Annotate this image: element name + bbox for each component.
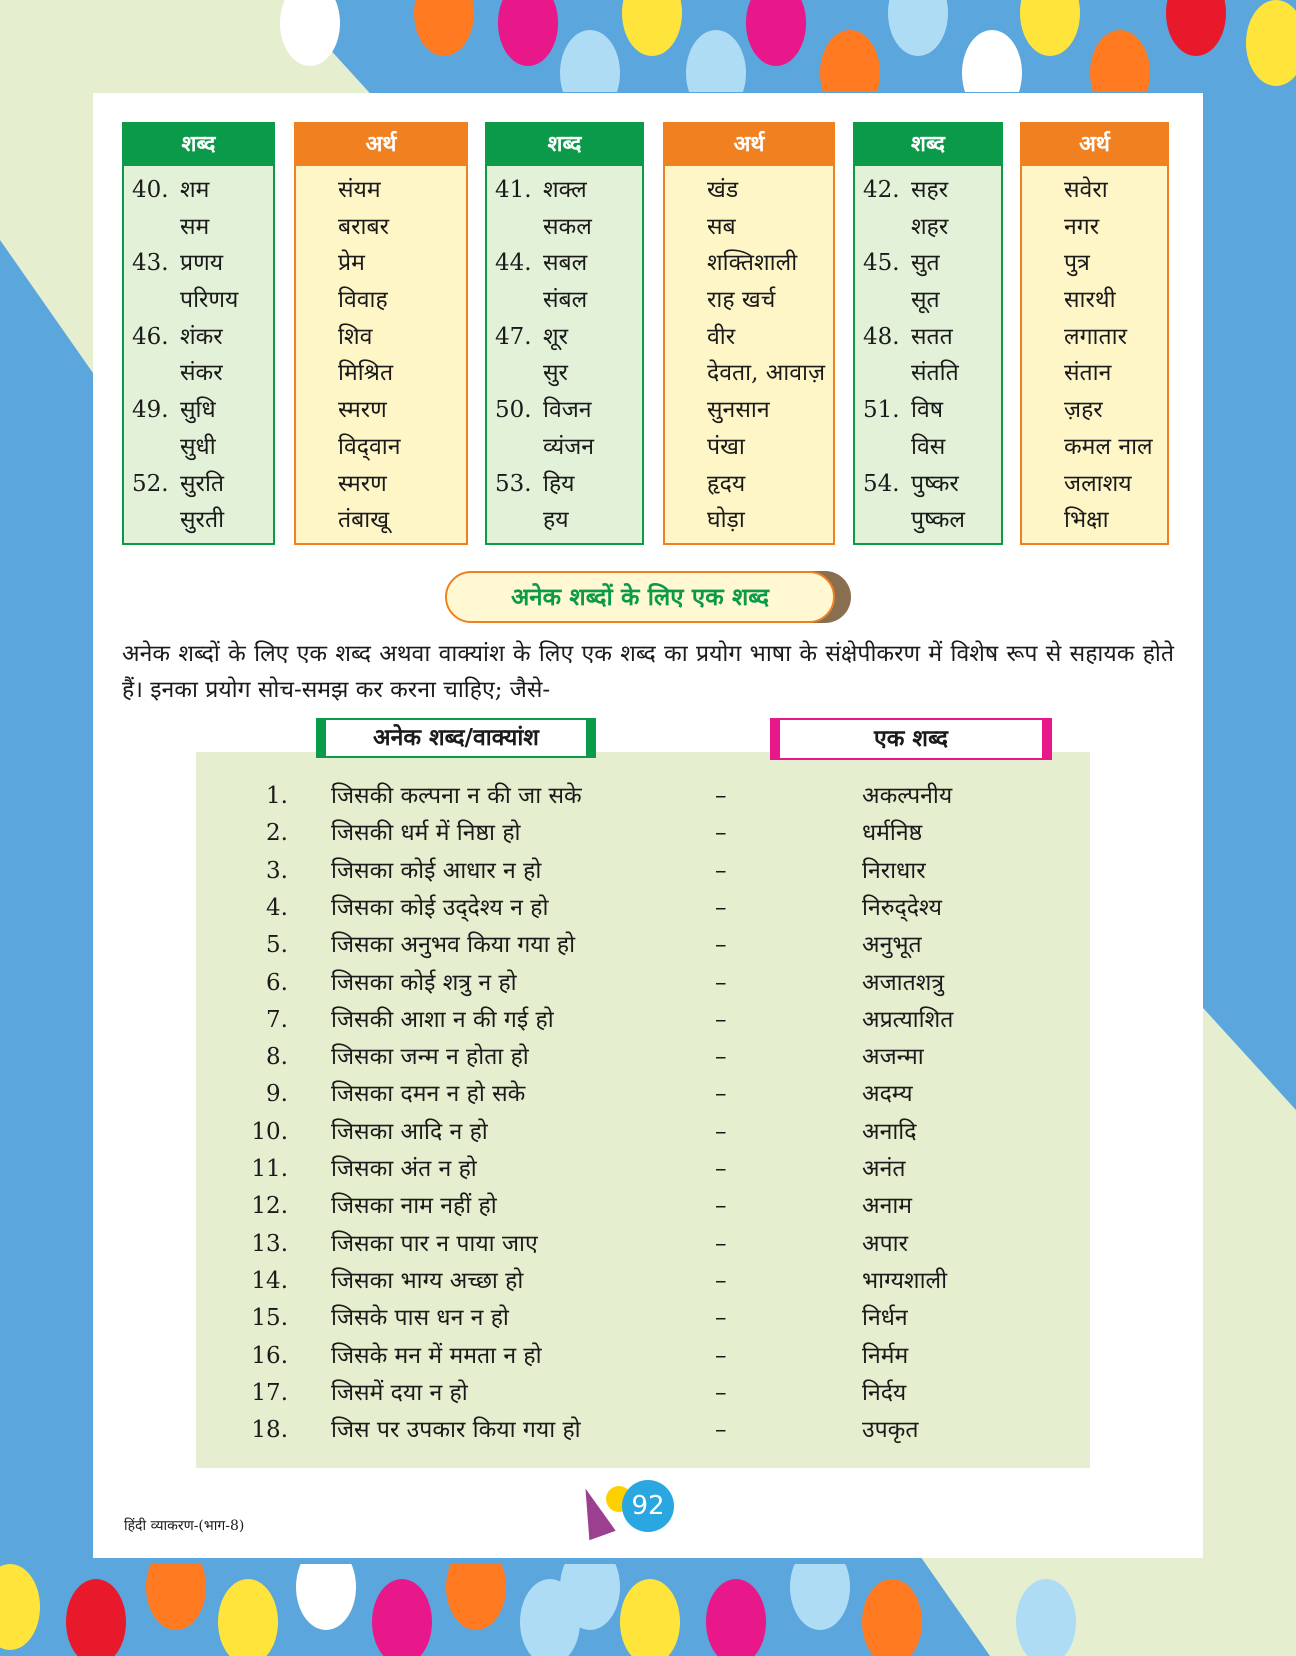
- intro-paragraph: अनेक शब्दों के लिए एक शब्द अथवा वाक्यांश के लिए एक शब्द का प्रयोग भाषा के संक्षेपीकरण में विशेष रूप से सहायक होते हैं। इनका प्रयोग सोच-समझ कर करना चाहिए; जैसे-: [122, 641, 1174, 703]
- meaning-row: [665, 355, 833, 392]
- phrase-number: 2.: [266, 820, 288, 847]
- word-text: शूर: [543, 323, 569, 350]
- dash-separator: –: [715, 1118, 727, 1145]
- column-body: [853, 166, 1003, 545]
- word-column-1: [122, 122, 275, 545]
- phrase-text: जिसके पास धन न हो: [331, 1305, 509, 1332]
- word-number: 41.: [495, 177, 532, 203]
- word-row: [487, 466, 642, 503]
- phrase-text: जिसकी कल्पना न की जा सके: [331, 783, 582, 809]
- phrase-number: 6.: [266, 969, 288, 996]
- phrase-text: जिसका पार न पाया जाए: [331, 1230, 538, 1257]
- one-word: अकल्पनीय: [862, 783, 953, 809]
- phrase-number: 15.: [251, 1305, 288, 1332]
- meaning-row: [1022, 245, 1167, 282]
- dash-separator: –: [715, 894, 727, 921]
- phrase-row: [0, 927, 1296, 964]
- word-number: 45.: [863, 250, 900, 277]
- phrase-text: जिसका दमन न हो सके: [331, 1081, 526, 1108]
- dash-separator: –: [715, 969, 727, 996]
- phrase-row: [0, 778, 1296, 815]
- page-number: 92: [622, 1480, 674, 1532]
- meaning-text: राह खर्च: [707, 287, 776, 314]
- phrase-text: जिस पर उपकार किया गया हो: [331, 1417, 581, 1444]
- meaning-text: भिक्षा: [1064, 507, 1109, 534]
- meaning-text: प्रेम: [338, 250, 365, 277]
- column-body: [294, 166, 468, 545]
- book-title-footer: हिंदी व्याकरण-(भाग-8): [124, 1518, 245, 1534]
- meaning-row: [296, 172, 466, 209]
- word-number: 51.: [863, 397, 900, 424]
- word-row: [124, 319, 273, 356]
- section-title: अनेक शब्दों के लिए एक शब्द: [445, 571, 835, 623]
- meaning-row: [296, 502, 466, 539]
- one-word: उपकृत: [862, 1417, 919, 1444]
- phrase-row: [0, 1076, 1296, 1113]
- word-number: 44.: [495, 250, 532, 277]
- one-word: निर्मम: [862, 1342, 909, 1369]
- word-number: 50.: [495, 397, 532, 424]
- phrase-number: 8.: [266, 1044, 288, 1071]
- phrase-number: 16.: [251, 1342, 288, 1369]
- word-text: संकर: [180, 360, 223, 387]
- one-word: अदम्य: [862, 1081, 913, 1108]
- meaning-text: शिव: [338, 323, 373, 350]
- word-number: 47.: [495, 323, 532, 350]
- meaning-text: संतान: [1064, 360, 1112, 387]
- meaning-row: [1022, 209, 1167, 246]
- column-header: शब्द: [853, 122, 1003, 166]
- dash-separator: –: [715, 1193, 727, 1220]
- word-number: 49.: [132, 397, 169, 424]
- meaning-row: [296, 355, 466, 392]
- phrase-number: 10.: [251, 1118, 288, 1145]
- bottom-dot-border: [0, 1564, 1296, 1656]
- phrase-row: [0, 1300, 1296, 1337]
- word-text: संतति: [911, 360, 959, 387]
- word-text: सकल: [543, 213, 592, 240]
- phrase-text: जिसकी आशा न की गई हो: [331, 1006, 554, 1033]
- phrase-row: [0, 1188, 1296, 1225]
- word-column-3: [853, 122, 1003, 545]
- word-text: हिय: [543, 470, 575, 497]
- word-row: [487, 282, 642, 319]
- word-row: [855, 209, 1001, 246]
- word-row: [855, 172, 1001, 209]
- phrase-row: [0, 890, 1296, 927]
- phrase-row: [0, 815, 1296, 852]
- meaning-row: [665, 245, 833, 282]
- column-header: शब्द: [485, 122, 644, 166]
- meaning-row: [1022, 466, 1167, 503]
- phrase-number: 13.: [251, 1230, 288, 1257]
- phrase-text: जिसका जन्म न होता हो: [331, 1044, 529, 1071]
- dash-separator: –: [715, 1006, 727, 1033]
- meaning-text: तंबाखू: [338, 507, 390, 534]
- word-number: 40.: [132, 177, 169, 203]
- dash-separator: –: [715, 1417, 727, 1444]
- word-number: 43.: [132, 250, 169, 277]
- meaning-text: पुत्र: [1064, 250, 1090, 277]
- meaning-text: बराबर: [338, 213, 390, 240]
- word-number: 53.: [495, 470, 532, 497]
- column-body: [663, 166, 835, 545]
- meaning-row: [296, 245, 466, 282]
- dash-separator: –: [715, 1156, 727, 1182]
- column-header: शब्द: [122, 122, 275, 166]
- word-text: हय: [543, 507, 569, 534]
- top-dot-border: [0, 0, 1296, 92]
- meaning-row: [296, 429, 466, 466]
- meaning-text: संयम: [338, 177, 381, 203]
- meaning-row: [296, 466, 466, 503]
- word-number: 48.: [863, 323, 900, 350]
- meaning-row: [296, 392, 466, 429]
- word-row: [487, 319, 642, 356]
- word-text: सुधि: [180, 397, 216, 424]
- phrase-text: जिसका आदि न हो: [331, 1118, 488, 1145]
- meaning-text: स्मरण: [338, 470, 387, 497]
- word-text: शहर: [911, 213, 949, 240]
- meaning-text: सुनसान: [707, 397, 770, 424]
- meaning-row: [1022, 319, 1167, 356]
- meaning-text: सारथी: [1064, 287, 1116, 314]
- dash-separator: –: [715, 1044, 727, 1071]
- meaning-text: खंड: [707, 177, 739, 203]
- phrase-row: [0, 1338, 1296, 1375]
- phrase-header-left: अनेक शब्द/वाक्यांश: [316, 718, 596, 758]
- meaning-text: विवाह: [338, 287, 388, 314]
- dash-separator: –: [715, 1081, 727, 1108]
- meaning-row: [296, 282, 466, 319]
- meaning-row: [665, 429, 833, 466]
- word-row: [124, 209, 273, 246]
- phrase-row: [0, 1151, 1296, 1188]
- word-column-2: [485, 122, 644, 545]
- meaning-row: [296, 209, 466, 246]
- phrase-header-right: एक शब्द: [770, 718, 1052, 760]
- word-row: [855, 466, 1001, 503]
- one-word: अजातशत्रु: [862, 969, 945, 996]
- phrase-row: [0, 1002, 1296, 1039]
- meaning-text: स्मरण: [338, 397, 387, 424]
- word-row: [855, 392, 1001, 429]
- phrase-number: 9.: [266, 1081, 288, 1108]
- meaning-row: [1022, 429, 1167, 466]
- one-word: अप्रत्याशित: [862, 1006, 954, 1033]
- meaning-text: सब: [707, 213, 736, 240]
- word-row: [124, 392, 273, 429]
- meaning-text: जलाशय: [1064, 470, 1132, 497]
- meaning-row: [665, 392, 833, 429]
- column-header: अर्थ: [663, 122, 835, 166]
- word-row: [487, 429, 642, 466]
- meaning-row: [1022, 392, 1167, 429]
- word-text: शम: [180, 177, 210, 203]
- word-number: 54.: [863, 470, 900, 497]
- phrase-text: जिसके मन में ममता न हो: [331, 1342, 542, 1369]
- meaning-text: देवता, आवाज़: [707, 360, 826, 387]
- column-header: अर्थ: [1020, 122, 1169, 166]
- dash-separator: –: [715, 1230, 727, 1257]
- phrase-text: जिसका भाग्य अच्छा हो: [331, 1267, 524, 1294]
- word-row: [855, 429, 1001, 466]
- meaning-row: [1022, 502, 1167, 539]
- word-row: [124, 355, 273, 392]
- phrase-text: जिसका नाम नहीं हो: [331, 1193, 497, 1220]
- meaning-text: ज़हर: [1064, 397, 1103, 424]
- meaning-text: घोड़ा: [707, 507, 745, 534]
- word-row: [487, 502, 642, 539]
- one-word: भाग्यशाली: [862, 1267, 948, 1294]
- meaning-column-2: [663, 122, 835, 545]
- meaning-row: [665, 319, 833, 356]
- word-text: सुरती: [180, 507, 225, 534]
- dash-separator: –: [715, 820, 727, 847]
- phrase-row: [0, 1375, 1296, 1412]
- word-text: संबल: [543, 287, 588, 314]
- word-row: [855, 245, 1001, 282]
- phrase-row: [0, 1114, 1296, 1151]
- meaning-text: हृदय: [707, 470, 746, 497]
- word-row: [124, 245, 273, 282]
- meaning-row: [665, 466, 833, 503]
- meaning-row: [1022, 282, 1167, 319]
- word-row: [487, 355, 642, 392]
- phrase-row: [0, 1412, 1296, 1449]
- meaning-row: [1022, 172, 1167, 209]
- word-row: [855, 502, 1001, 539]
- phrase-number: 1.: [266, 783, 288, 809]
- meaning-row: [665, 282, 833, 319]
- word-text: विजन: [543, 397, 592, 424]
- meaning-column-1: [294, 122, 468, 545]
- meaning-text: पंखा: [707, 433, 745, 460]
- meaning-text: सवेरा: [1064, 177, 1108, 203]
- one-word: अपार: [862, 1230, 908, 1257]
- dash-separator: –: [715, 932, 727, 959]
- word-row: [487, 245, 642, 282]
- word-row: [124, 172, 273, 209]
- word-text: सम: [180, 213, 210, 240]
- phrase-number: 5.: [266, 932, 288, 959]
- phrase-number: 7.: [266, 1006, 288, 1033]
- column-header: अर्थ: [294, 122, 468, 166]
- one-word: निराधार: [862, 857, 926, 884]
- dash-separator: –: [715, 1305, 727, 1332]
- one-word: धर्मनिष्ठ: [862, 820, 923, 847]
- column-body: [485, 166, 644, 545]
- word-row: [124, 429, 273, 466]
- word-row: [855, 319, 1001, 356]
- word-text: सुत: [911, 250, 940, 277]
- meaning-row: [296, 319, 466, 356]
- phrase-row: [0, 853, 1296, 890]
- meaning-row: [665, 172, 833, 209]
- meaning-text: लगातार: [1064, 323, 1127, 350]
- word-text: व्यंजन: [543, 433, 595, 460]
- word-number: 46.: [132, 323, 169, 350]
- phrase-number: 14.: [251, 1267, 288, 1294]
- meaning-row: [665, 502, 833, 539]
- word-text: पुष्कल: [911, 507, 965, 534]
- phrase-text: जिसका अनुभव किया गया हो: [331, 932, 576, 959]
- word-text: सतत: [911, 323, 953, 350]
- one-word: निरुद्‍देश्य: [862, 894, 943, 921]
- word-text: सुर: [543, 360, 568, 387]
- word-text: पुष्कर: [911, 470, 959, 497]
- phrase-number: 18.: [251, 1417, 288, 1444]
- word-row: [124, 502, 273, 539]
- word-row: [487, 209, 642, 246]
- word-text: शक्ल: [543, 177, 587, 203]
- one-word: निर्धन: [862, 1305, 908, 1332]
- dash-separator: –: [715, 857, 727, 884]
- one-word: अनुभूत: [862, 932, 922, 959]
- one-word: अनादि: [862, 1118, 917, 1145]
- meaning-text: मिश्रित: [338, 360, 394, 387]
- phrase-number: 4.: [266, 894, 288, 921]
- phrase-text: जिसका अंत न हो: [331, 1156, 477, 1182]
- word-number: 52.: [132, 470, 169, 497]
- meaning-text: कमल नाल: [1064, 433, 1153, 460]
- meaning-text: विद्‍वान: [338, 433, 401, 460]
- dash-separator: –: [715, 1267, 727, 1294]
- word-text: सूत: [911, 287, 940, 314]
- one-word: अनंत: [862, 1156, 906, 1182]
- phrase-number: 3.: [266, 857, 288, 884]
- phrase-text: जिसका कोई उद्‍देश्य न हो: [331, 894, 549, 921]
- word-text: परिणय: [180, 287, 239, 314]
- meaning-text: वीर: [707, 323, 736, 350]
- meaning-row: [665, 209, 833, 246]
- phrase-row: [0, 1226, 1296, 1263]
- dash-separator: –: [715, 1342, 727, 1369]
- phrase-row: [0, 1263, 1296, 1300]
- phrase-text: जिसकी धर्म में निष्ठा हो: [331, 820, 521, 847]
- phrase-row: [0, 1039, 1296, 1076]
- column-body: [1020, 166, 1169, 545]
- word-number: 42.: [863, 177, 900, 203]
- phrase-text: जिसमें दया न हो: [331, 1379, 468, 1406]
- word-row: [855, 282, 1001, 319]
- word-row: [487, 392, 642, 429]
- meaning-row: [1022, 355, 1167, 392]
- word-text: सुरति: [180, 470, 225, 497]
- word-row: [487, 172, 642, 209]
- one-word: अजन्मा: [862, 1044, 924, 1071]
- word-text: शंकर: [180, 323, 223, 350]
- phrase-text: जिसका कोई शत्रु न हो: [331, 969, 517, 996]
- word-text: प्रणय: [180, 250, 224, 277]
- phrase-text: जिसका कोई आधार न हो: [331, 857, 542, 884]
- word-text: सबल: [543, 250, 588, 277]
- phrase-number: 11.: [251, 1156, 288, 1182]
- word-row: [124, 466, 273, 503]
- one-word: निर्दय: [862, 1379, 907, 1406]
- dash-separator: –: [715, 783, 727, 809]
- column-body: [122, 166, 275, 545]
- word-row: [855, 355, 1001, 392]
- phrase-number: 12.: [251, 1193, 288, 1220]
- word-text: सहर: [911, 177, 949, 203]
- meaning-column-3: [1020, 122, 1169, 545]
- one-word: अनाम: [862, 1193, 913, 1220]
- word-text: विस: [911, 433, 946, 460]
- meaning-text: शक्तिशाली: [707, 250, 798, 277]
- phrase-row: [0, 965, 1296, 1002]
- word-text: सुधी: [180, 433, 216, 460]
- word-text: विष: [911, 397, 944, 424]
- phrase-number: 17.: [251, 1379, 288, 1406]
- word-row: [124, 282, 273, 319]
- dash-separator: –: [715, 1379, 727, 1406]
- meaning-text: नगर: [1064, 213, 1100, 240]
